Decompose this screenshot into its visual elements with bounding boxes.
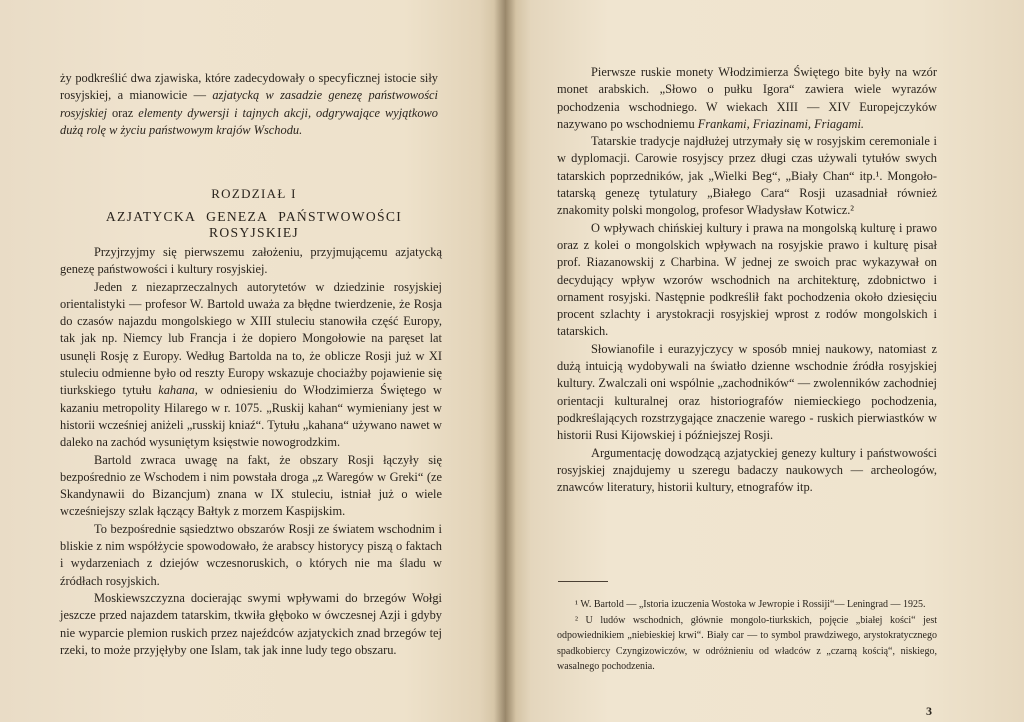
paragraph <box>557 64 937 133</box>
text-run: Jeden z niezaprzeczalnych autorytetów w dziedzinie rosyjskiej orientalistyki — profesor W. Bartold uważa za błędne twierdzenie, że Rosja do czasów najazdu mongolskiego w XIII stuleciu stanowiła część Europy, tak jak np. Niemcy lub Francja i że dopiero Mongołowie na paręset lat usunęli Rosję z Europy. Według Bartolda na to, że oblicze Rosji już w XI stuleciu odmienne było od reszty Europy wskazuje chociażby pojawienie się tiurkskiego tytułu <box>60 279 442 398</box>
right-body-text <box>557 64 937 496</box>
paragraph <box>60 279 442 452</box>
left-top-paragraph <box>60 70 438 139</box>
chapter-number: ROZDZIAŁ I <box>211 186 297 201</box>
chapter-title: AZJATYCKA GENEZA PAŃSTWOWOŚCI ROSYJSKIEJ <box>105 209 403 240</box>
text-run: Pierwsze ruskie monety Włodzimierza Świętego bite były na wzór monet arabskich. „Słowo o pułku Igora“ zawiera wiele wyrazów pochodzenia wschodniego. W wiekach XIII — XIV Europejczyków nazywano po wschodniemu <box>557 65 937 131</box>
footnote-2: ² U ludów wschodnich, głównie mongolo-tiurkskich, pojęcie „białej kości“ jest odpowiednikiem „niebieskiej krwi“. Biały car — to symbol prawdziwego, arystokratycznego spadkobiercy Czyngizowiczów, w odróżnieniu od władców z „czarną kością“, niskiego, wasalnego pochodzenia. <box>557 614 937 672</box>
italic-run: azjatycką w zasadzie genezę państwowości rosyjskiej <box>60 88 438 120</box>
page-number: 3 <box>926 704 932 718</box>
text-run: w odniesieniu do Włodzimierza Świętego w kazaniu metropolity Hilarego w r. 1075. „Ruskij kahan“ wymieniany jest w historii wcześniej aniżeli „russkij kniaź“. Tytułu „kahana“ używano nawet w daleko na zachód wysuniętym księstwie nowogrodzkim. <box>60 383 442 450</box>
footnotes <box>557 597 937 675</box>
paragraph: Słowianofile i eurazyjczycy w sposób mniej naukowy, natomiast z dużą intuicją wydobywali na światło dzienne wschodnie źródła rosyjskiej kultury. Zwalczali oni wspólnie „zachodników“ — zwolenników zachodniej orientacji kulturalnej oraz historiografów niemieckiego pochodzenia, podkreślających rozstrzygające znaczenie warego - ruskich pierwiastków w historii Rusi Kijowskiej i późniejszej Rosji. <box>557 341 937 443</box>
italic-run: elementy dywersji i tajnych akcji, odgrywające wyjątkowo dużą rolę w życiu państwowym krajów Wschodu. <box>60 105 438 137</box>
left-body-text <box>60 244 442 659</box>
footnote-1: ¹ W. Bartold — „Istoria izuczenia Wostoka w Jewropie i Rossiji“— Leningrad — 1925. <box>575 599 926 610</box>
paragraph: Argumentację dowodzącą azjatyckiej genezy kultury i państwowości rosyjskiej znajdujemy u szeregu badaczy naukowych — archeologów, znawców literatury, historii kultury, etnografów itp. <box>557 445 937 495</box>
book-gutter <box>494 0 516 722</box>
paragraph: O wpływach chińskiej kultury i prawa na mongolską kulturę i prawo oraz z kolei o mongolskich wpływach na rosyjskie prawo i kulturę pisał prof. Riazanowskij z Charbina. W jednej ze swoich prac wykazywał on decydujący wpływ wzorów wschodnich na architekturę, zdobnictwo i ornament rosyjski. Następnie podkreślił fakt pochodzenia około dziesięciu procent szlachty i arystokracji rosyjskiej wprost z rodów mongolskich i tatarskich. <box>557 220 937 339</box>
paragraph: Bartold zwraca uwagę na fakt, że obszary Rosji łączyły się bezpośrednio ze Wschodem i nim powstała droga „z Waregów w Greki“ (ze Skandynawii do Bizancjum) znana w IX stuleciu, istniał już o wiele wcześniejszy szlak łączący Bałtyk z morzem Kaspijskim. <box>60 452 442 519</box>
paragraph: To bezpośrednie sąsiedztwo obszarów Rosji ze światem wschodnim i bliskie z nim współżycie spowodowało, że arabscy historycy piszą o faktach i wydarzeniach z dziejów wczesnoruskich, o których nie ma śladu w źródłach rosyjskich. <box>60 521 442 588</box>
paragraph: Moskiewszczyzna docierając swymi wpływami do brzegów Wołgi jeszcze przed najazdem tatarskim, tkwiła głęboko w ówczesnej Azji i gdyby nie wyparcie plemion ruskich przez najeźdców azjatyckich znad brzegów tej rzeki, to może przyjęłyby one Islam, tak jak inne ludy tego obszaru. <box>60 590 442 657</box>
paragraph: Tatarskie tradycje najdłużej utrzymały się w rosyjskim ceremoniale i w dyplomacji. Carowie rosyjscy przez długi czas używali tytułów swych tatarskich poprzedników, jak „Wielki Beg“, „Biały Chan“ itp.¹. Mongoło-tatarską genezę tytulatury „Białego Cara“ Rosji uzasadniał również znakomity polski mongolog, profesor Władysław Kotwicz.² <box>557 134 937 218</box>
paragraph: Przyjrzyjmy się pierwszemu założeniu, przyjmującemu azjatycką genezę państwowości i kultury rosyjskiej. <box>60 245 442 277</box>
italic-run: kahana, <box>158 383 198 398</box>
footnote-rule <box>558 581 608 582</box>
text-run: oraz <box>107 105 139 120</box>
text-run: ży podkreślić dwa zjawiska, które zadecydowały o specyficznej istocie siły rosyjskiej, a mianowicie — <box>60 71 438 103</box>
italic-run: Frankami, Friazinami, Friagami. <box>697 116 864 131</box>
